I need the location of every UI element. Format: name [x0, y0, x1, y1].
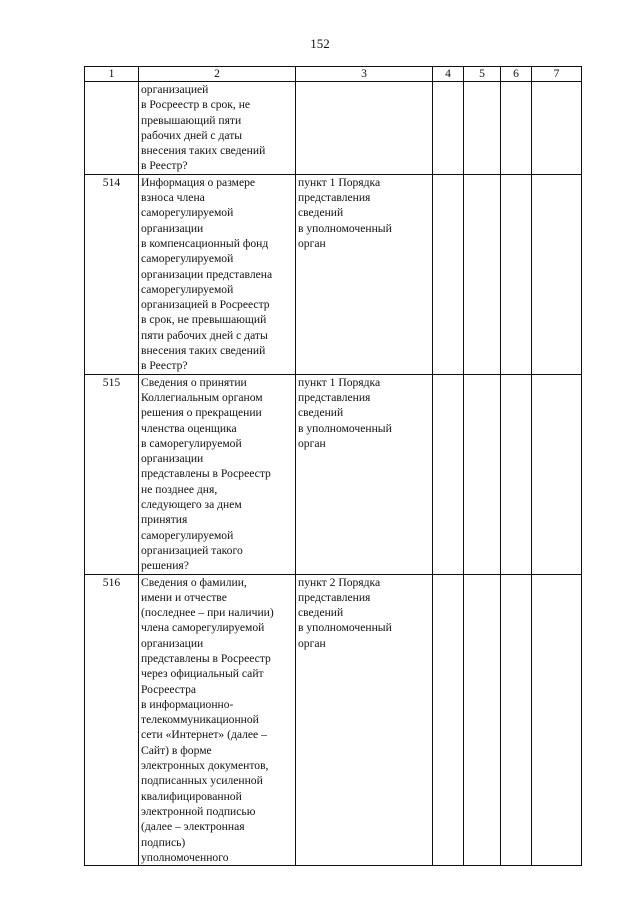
- column-header: 2: [139, 67, 296, 82]
- requirement-line: организации представлена: [141, 267, 273, 281]
- requirement-line: сети «Интернет» (далее –: [141, 728, 267, 742]
- requirement-line: в Реестр?: [141, 359, 188, 373]
- requirement-text: [139, 374, 296, 574]
- requirement-line: в компенсационный фонд: [141, 236, 269, 250]
- legal-reference-line: в уполномоченный: [298, 221, 392, 235]
- answer-cell: [501, 174, 532, 374]
- table-row: [85, 174, 582, 374]
- requirement-line: взноса члена: [141, 191, 205, 205]
- requirement-line: подпись): [141, 835, 186, 849]
- requirement-line: Сведения о принятии: [141, 375, 247, 389]
- requirement-line: в срок, не превышающий: [141, 313, 267, 327]
- requirement-text: [139, 82, 296, 175]
- legal-reference-line: пункт 2 Порядка: [298, 575, 381, 589]
- legal-reference-line: сведений: [298, 206, 344, 220]
- requirement-line: саморегулируемой: [141, 252, 234, 266]
- requirement-line: организацией в Росреестр: [141, 298, 270, 312]
- legal-reference: [296, 82, 433, 175]
- requirement-line: решения?: [141, 559, 189, 573]
- column-header: 4: [433, 67, 464, 82]
- legal-reference-line: в уполномоченный: [298, 421, 392, 435]
- requirement-text: [139, 574, 296, 866]
- requirement-line: рабочих дней с даты: [141, 128, 243, 142]
- column-header-row: [85, 67, 582, 82]
- answer-cell: [433, 574, 464, 866]
- answer-cell: [532, 374, 582, 574]
- requirement-line: уполномоченного: [141, 850, 229, 864]
- row-number: 515: [85, 374, 139, 574]
- requirement-line: организацией: [141, 83, 209, 96]
- answer-cell: [433, 374, 464, 574]
- answer-cell: [501, 82, 532, 175]
- legal-reference-line: сведений: [298, 406, 344, 420]
- requirement-line: (далее – электронная: [141, 820, 245, 834]
- answer-cell: [532, 574, 582, 866]
- answer-cell: [464, 374, 501, 574]
- row-number: 514: [85, 174, 139, 374]
- requirement-line: организации: [141, 452, 204, 466]
- requirement-line: в Реестр?: [141, 159, 188, 173]
- requirement-line: представлены в Росреестр: [141, 467, 271, 481]
- requirement-line: имени и отчестве: [141, 590, 227, 604]
- answer-cell: [464, 82, 501, 175]
- legal-reference-line: орган: [298, 236, 326, 250]
- requirement-line: Коллегиальным органом: [141, 390, 263, 404]
- answer-cell: [464, 174, 501, 374]
- requirement-line: Сведения о фамилии,: [141, 575, 247, 589]
- row-number: [85, 82, 139, 175]
- legal-reference-line: орган: [298, 636, 326, 650]
- requirement-line: решения о прекращении: [141, 406, 262, 420]
- legal-reference-line: сведений: [298, 606, 344, 620]
- column-header: 7: [532, 67, 582, 82]
- answer-cell: [501, 574, 532, 866]
- requirement-line: Росреестра: [141, 682, 197, 696]
- legal-reference: [296, 574, 433, 866]
- requirement-line: саморегулируемой: [141, 206, 234, 220]
- requirement-text: [139, 174, 296, 374]
- answer-cell: [464, 574, 501, 866]
- answer-cell: [433, 174, 464, 374]
- legal-reference-line: в уполномоченный: [298, 621, 392, 635]
- answer-cell: [433, 82, 464, 175]
- row-number: 516: [85, 574, 139, 866]
- column-header: 1: [85, 67, 139, 82]
- requirement-line: подписанных усиленной: [141, 774, 263, 788]
- requirement-line: пяти рабочих дней с даты: [141, 328, 268, 342]
- requirement-line: телекоммуникационной: [141, 713, 259, 727]
- requirement-line: члена саморегулируемой: [141, 621, 265, 635]
- answer-cell: [532, 174, 582, 374]
- legal-reference-line: пункт 1 Порядка: [298, 375, 381, 389]
- requirement-line: внесения таких сведений: [141, 144, 266, 158]
- checklist-table: [84, 66, 582, 866]
- requirement-line: через официальный сайт: [141, 667, 264, 681]
- column-header: 6: [501, 67, 532, 82]
- answer-cell: [532, 82, 582, 175]
- legal-reference-line: орган: [298, 436, 326, 450]
- requirement-line: в Росреестр в срок, не: [141, 98, 251, 112]
- requirement-line: организацией такого: [141, 543, 243, 557]
- requirement-line: внесения таких сведений: [141, 344, 266, 358]
- requirement-line: электронных документов,: [141, 759, 269, 773]
- table-row: [85, 374, 582, 574]
- column-header: 3: [296, 67, 433, 82]
- legal-reference-line: пункт 1 Порядка: [298, 175, 381, 189]
- requirement-line: организации: [141, 636, 204, 650]
- requirement-line: представлены в Росреестр: [141, 651, 271, 665]
- legal-reference-line: представления: [298, 590, 371, 604]
- requirement-line: Сайт) в форме: [141, 743, 212, 757]
- requirement-line: в информационно-: [141, 697, 234, 711]
- column-header: 5: [464, 67, 501, 82]
- requirement-line: саморегулируемой: [141, 282, 234, 296]
- legal-reference: [296, 374, 433, 574]
- table-row: [85, 574, 582, 866]
- requirement-line: членства оценщика: [141, 421, 237, 435]
- requirement-line: электронной подписью: [141, 804, 256, 818]
- requirement-line: следующего за днем: [141, 498, 242, 512]
- requirement-line: в саморегулируемой: [141, 436, 242, 450]
- requirement-line: принятия: [141, 513, 188, 527]
- requirement-line: квалифицированной: [141, 789, 242, 803]
- page-number: 152: [310, 36, 330, 51]
- legal-reference-line: представления: [298, 191, 371, 205]
- legal-reference-line: представления: [298, 390, 371, 404]
- requirement-line: превышающий пяти: [141, 113, 242, 127]
- table-row: [85, 82, 582, 175]
- requirement-line: организации: [141, 221, 204, 235]
- requirement-line: Информация о размере: [141, 175, 256, 189]
- requirement-line: (последнее – при наличии): [141, 606, 274, 620]
- requirement-line: не позднее дня,: [141, 482, 218, 496]
- legal-reference: [296, 174, 433, 374]
- answer-cell: [501, 374, 532, 574]
- requirement-line: саморегулируемой: [141, 528, 234, 542]
